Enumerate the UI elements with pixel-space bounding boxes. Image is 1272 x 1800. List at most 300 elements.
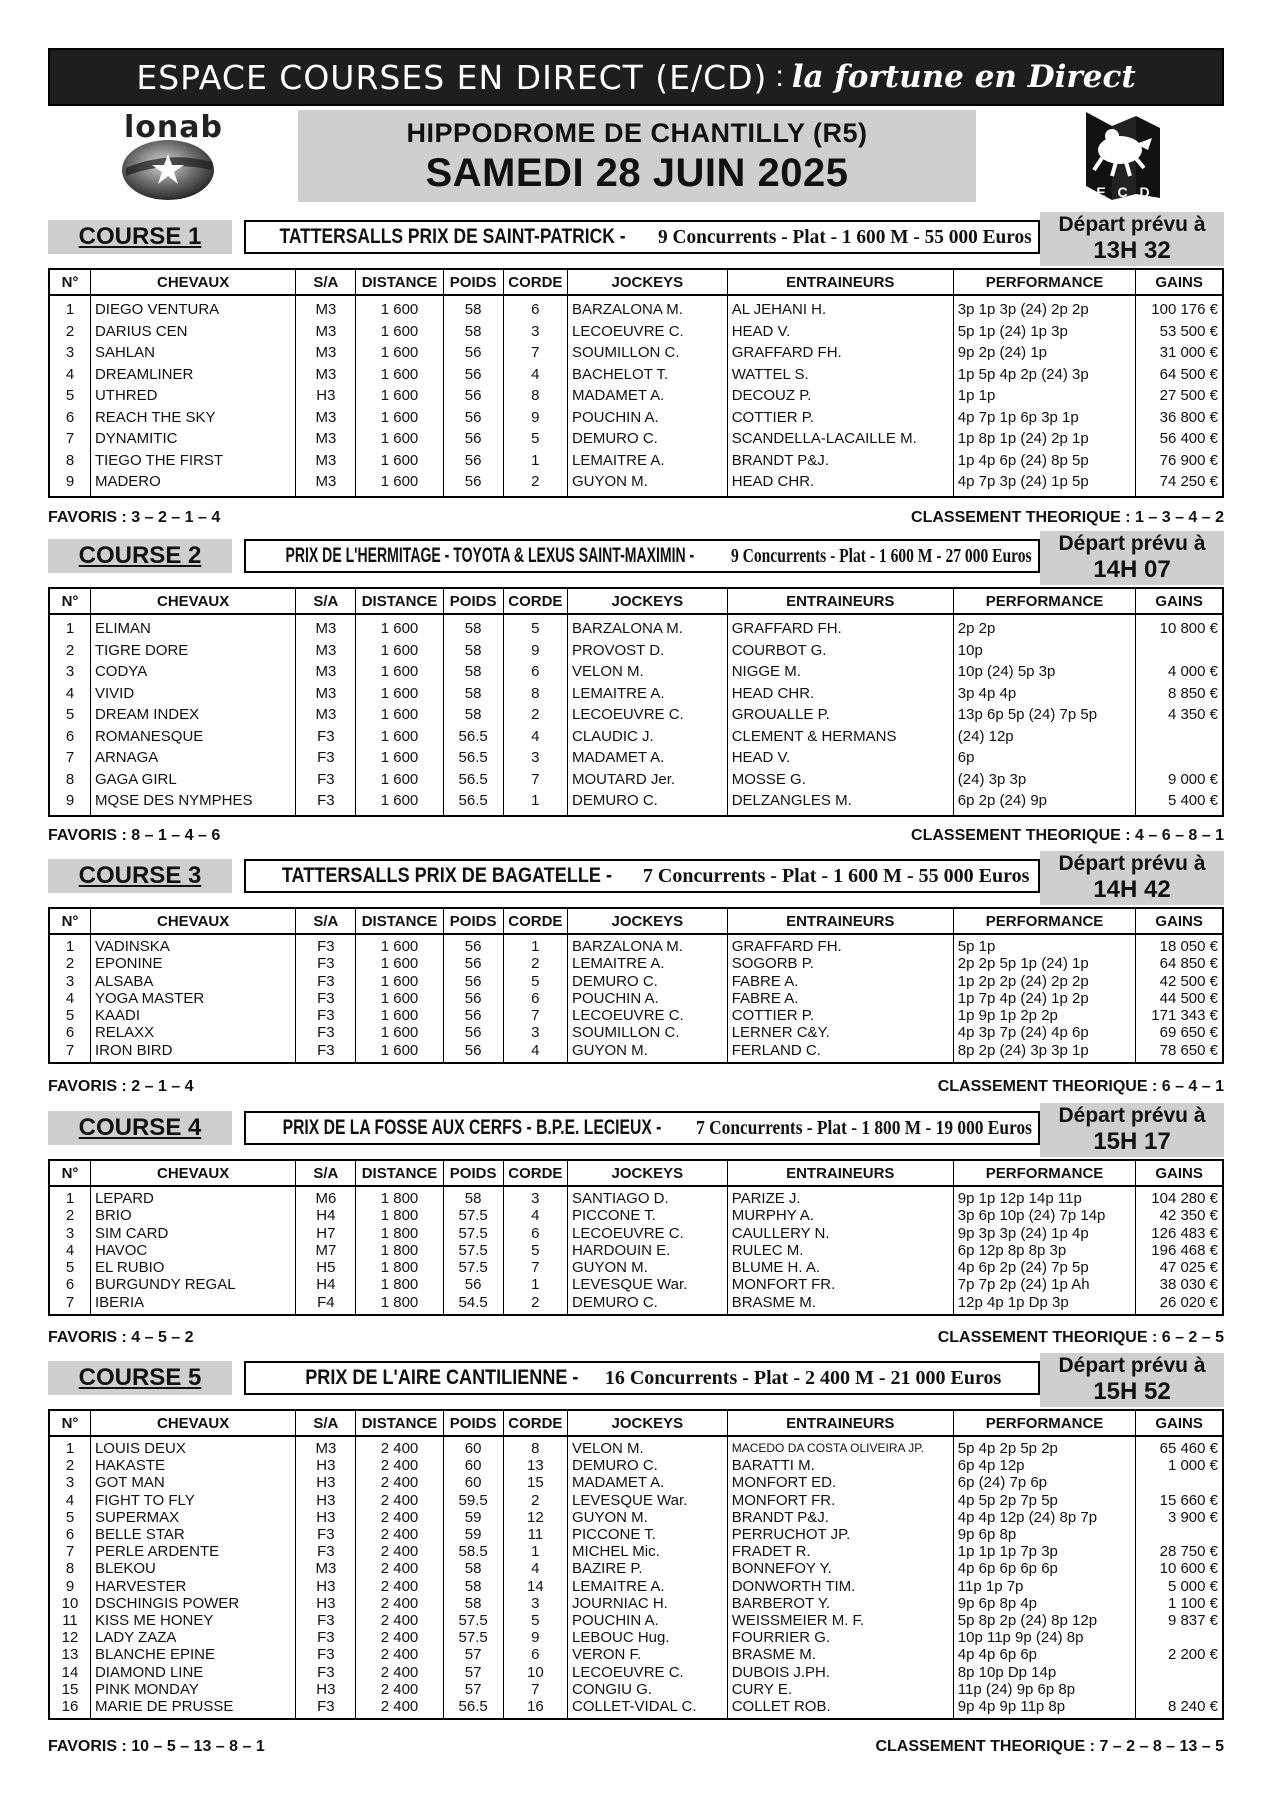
cell-corde: 12	[503, 1509, 567, 1526]
cell-distance: 1 600	[356, 769, 443, 791]
cell-horse: MQSE DES NYMPHES	[90, 790, 295, 816]
cell-sa: F3	[296, 955, 356, 972]
cell-poids: 57.5	[443, 1225, 503, 1242]
cell-gains: 38 030 €	[1136, 1276, 1223, 1293]
cell-poids: 58.5	[443, 1543, 503, 1560]
banner	[48, 48, 1224, 106]
cell-sa: H4	[296, 1207, 356, 1224]
cell-horse: DREAM INDEX	[90, 704, 295, 726]
depart-label: Départ prévu à	[1058, 852, 1206, 875]
runners-table	[48, 268, 1224, 498]
cell-corde: 5	[503, 973, 567, 990]
cell-trainer: BLUME H. A.	[727, 1259, 953, 1276]
column-header-jockey: JOCKEYS	[568, 1410, 728, 1436]
cell-horse: DIAMOND LINE	[90, 1664, 295, 1681]
cell-distance: 2 400	[356, 1543, 443, 1560]
table-row	[49, 1007, 1223, 1024]
cell-performance: 5p 1p	[953, 934, 1136, 955]
cell-sa: F3	[296, 1664, 356, 1681]
cell-jockey: CLAUDIC J.	[568, 726, 728, 748]
cell-performance: 1p 8p 1p (24) 2p 1p	[953, 428, 1136, 450]
course-label	[48, 220, 232, 254]
cell-trainer: FABRE A.	[727, 990, 953, 1007]
cell-distance: 1 800	[356, 1225, 443, 1242]
cell-corde: 9	[503, 407, 567, 429]
cell-sa: F4	[296, 1294, 356, 1315]
cell-jockey: MADAMET A.	[568, 1474, 728, 1491]
cell-jockey: LEVESQUE War.	[568, 1492, 728, 1509]
cell-poids: 60	[443, 1457, 503, 1474]
cell-horse: UTHRED	[90, 385, 295, 407]
cell-performance: 4p 7p 3p (24) 1p 5p	[953, 471, 1136, 497]
cell-distance: 1 600	[356, 385, 443, 407]
cell-trainer: MONFORT FR.	[727, 1492, 953, 1509]
cell-performance: 8p 2p (24) 3p 3p 1p	[953, 1042, 1136, 1063]
column-header-num: N°	[49, 269, 90, 295]
cell-poids: 58	[443, 704, 503, 726]
cell-trainer: BARATTI M.	[727, 1457, 953, 1474]
cell-gains	[1136, 1474, 1223, 1491]
cell-gains: 18 050 €	[1136, 934, 1223, 955]
race-title-box	[244, 539, 1040, 573]
race-name: PRIX DE LA FOSSE AUX CERFS - B.P.E. LECIEUX -	[282, 1116, 662, 1139]
cell-jockey: JOURNIAC H.	[568, 1595, 728, 1612]
classement-theorique: CLASSEMENT THEORIQUE : 4 – 6 – 8 – 1	[911, 827, 1224, 844]
cell-performance: 10p 11p 9p (24) 8p	[953, 1629, 1136, 1646]
cell-poids: 58	[443, 661, 503, 683]
table-row	[49, 1578, 1223, 1595]
cell-distance: 1 600	[356, 450, 443, 472]
cell-jockey: GUYON M.	[568, 471, 728, 497]
table-row	[49, 934, 1223, 955]
cell-horse: DSCHINGIS POWER	[90, 1595, 295, 1612]
cell-trainer: DELZANGLES M.	[727, 790, 953, 816]
cell-num: 7	[49, 1543, 90, 1560]
course-label	[48, 1361, 232, 1395]
cell-performance: 6p 2p (24) 9p	[953, 790, 1136, 816]
cell-poids: 58	[443, 640, 503, 662]
cell-distance: 1 800	[356, 1242, 443, 1259]
cell-corde: 8	[503, 683, 567, 705]
cell-corde: 2	[503, 1294, 567, 1315]
cell-corde: 5	[503, 428, 567, 450]
cell-trainer: GRAFFARD FH.	[727, 342, 953, 364]
cell-gains: 53 500 €	[1136, 321, 1223, 343]
column-header-poids: POIDS	[443, 908, 503, 934]
cell-gains: 76 900 €	[1136, 450, 1223, 472]
column-header-horse: CHEVAUX	[90, 1160, 295, 1186]
course-label-text: COURSE 2	[78, 542, 202, 569]
cell-trainer: AL JEHANI H.	[727, 295, 953, 321]
cell-distance: 1 600	[356, 934, 443, 955]
table-row	[49, 1612, 1223, 1629]
cell-trainer: GRAFFARD FH.	[727, 934, 953, 955]
depart-box	[1040, 531, 1224, 585]
cell-gains: 2 200 €	[1136, 1646, 1223, 1663]
cell-horse: TIEGO THE FIRST	[90, 450, 295, 472]
table-row	[49, 1595, 1223, 1612]
cell-num: 2	[49, 1457, 90, 1474]
cell-trainer: GROUALLE P.	[727, 704, 953, 726]
cell-poids: 56	[443, 955, 503, 972]
cell-distance: 1 800	[356, 1294, 443, 1315]
cell-performance: 4p 3p 7p (24) 4p 6p	[953, 1024, 1136, 1041]
cell-jockey: BARZALONA M.	[568, 295, 728, 321]
cell-jockey: BARZALONA M.	[568, 614, 728, 640]
cell-gains: 4 000 €	[1136, 661, 1223, 683]
cell-trainer: DONWORTH TIM.	[727, 1578, 953, 1595]
cell-gains: 4 350 €	[1136, 704, 1223, 726]
cell-horse: RELAXX	[90, 1024, 295, 1041]
cell-distance: 1 600	[356, 295, 443, 321]
ecd-logo-text: E C D	[1096, 184, 1154, 200]
cell-gains: 171 343 €	[1136, 1007, 1223, 1024]
cell-performance: (24) 12p	[953, 726, 1136, 748]
cell-num: 1	[49, 295, 90, 321]
cell-corde: 2	[503, 1492, 567, 1509]
cell-sa: F3	[296, 1612, 356, 1629]
cell-distance: 2 400	[356, 1560, 443, 1577]
table-row	[49, 1186, 1223, 1207]
classement-theorique: CLASSEMENT THEORIQUE : 6 – 2 – 5	[937, 1329, 1224, 1346]
cell-sa: M3	[296, 450, 356, 472]
cell-num: 3	[49, 1474, 90, 1491]
cell-performance: 6p 12p 8p 8p 3p	[953, 1242, 1136, 1259]
cell-num: 9	[49, 790, 90, 816]
cell-horse: LEPARD	[90, 1186, 295, 1207]
table-row	[49, 1698, 1223, 1719]
cell-trainer: COTTIER P.	[727, 407, 953, 429]
cell-poids: 58	[443, 683, 503, 705]
table-row	[49, 726, 1223, 748]
cell-horse: EL RUBIO	[90, 1259, 295, 1276]
cell-sa: F3	[296, 1629, 356, 1646]
cell-performance: 11p (24) 9p 6p 8p	[953, 1681, 1136, 1698]
cell-trainer: DECOUZ P.	[727, 385, 953, 407]
cell-poids: 56	[443, 385, 503, 407]
cell-horse: TIGRE DORE	[90, 640, 295, 662]
cell-jockey: GUYON M.	[568, 1042, 728, 1063]
column-header-gains: GAINS	[1136, 269, 1223, 295]
cell-jockey: BAZIRE P.	[568, 1560, 728, 1577]
cell-trainer: MOSSE G.	[727, 769, 953, 791]
cell-performance: 9p 1p 12p 14p 11p	[953, 1186, 1136, 1207]
table-row	[49, 1276, 1223, 1293]
cell-jockey: DEMURO C.	[568, 428, 728, 450]
cell-trainer: FABRE A.	[727, 973, 953, 990]
cell-num: 5	[49, 385, 90, 407]
cell-gains	[1136, 1629, 1223, 1646]
cell-trainer: BARBEROT Y.	[727, 1595, 953, 1612]
cell-corde: 16	[503, 1698, 567, 1719]
cell-trainer: FRADET R.	[727, 1543, 953, 1560]
cell-performance: 7p 7p 2p (24) 1p Ah	[953, 1276, 1136, 1293]
cell-distance: 2 400	[356, 1436, 443, 1457]
cell-horse: LOUIS DEUX	[90, 1436, 295, 1457]
cell-sa: H3	[296, 1492, 356, 1509]
race-details: 7 Concurrents - Plat - 1 800 M - 19 000 Euros	[696, 1117, 1033, 1139]
cell-num: 3	[49, 342, 90, 364]
cell-poids: 60	[443, 1436, 503, 1457]
cell-trainer: MACEDO DA COSTA OLIVEIRA JP.	[727, 1436, 953, 1457]
cell-horse: LADY ZAZA	[90, 1629, 295, 1646]
column-header-poids: POIDS	[443, 1160, 503, 1186]
cell-corde: 4	[503, 1042, 567, 1063]
cell-corde: 14	[503, 1578, 567, 1595]
cell-corde: 4	[503, 726, 567, 748]
cell-gains: 64 500 €	[1136, 364, 1223, 386]
cell-distance: 1 600	[356, 471, 443, 497]
table-row	[49, 471, 1223, 497]
cell-gains: 1 000 €	[1136, 1457, 1223, 1474]
cell-distance: 2 400	[356, 1664, 443, 1681]
race-name: PRIX DE L'AIRE CANTILIENNE -	[304, 1366, 579, 1389]
cell-gains: 26 020 €	[1136, 1294, 1223, 1315]
column-header-corde: CORDE	[503, 588, 567, 614]
cell-corde: 1	[503, 1543, 567, 1560]
cell-sa: H3	[296, 385, 356, 407]
cell-horse: ARNAGA	[90, 747, 295, 769]
cell-horse: REACH THE SKY	[90, 407, 295, 429]
table-row	[49, 1294, 1223, 1315]
favoris: FAVORIS : 3 – 2 – 1 – 4	[48, 509, 221, 526]
cell-corde: 7	[503, 1259, 567, 1276]
cell-jockey: DEMURO C.	[568, 790, 728, 816]
depart-box	[1040, 1103, 1224, 1157]
cell-num: 16	[49, 1698, 90, 1719]
cell-performance: 4p 4p 12p (24) 8p 7p	[953, 1509, 1136, 1526]
race-title-box	[244, 859, 1040, 893]
cell-num: 5	[49, 704, 90, 726]
cell-poids: 58	[443, 1595, 503, 1612]
cell-gains: 27 500 €	[1136, 385, 1223, 407]
table-row	[49, 385, 1223, 407]
cell-trainer: WATTEL S.	[727, 364, 953, 386]
table-row	[49, 1492, 1223, 1509]
cell-num: 7	[49, 1042, 90, 1063]
cell-trainer: BONNEFOY Y.	[727, 1560, 953, 1577]
cell-sa: H5	[296, 1259, 356, 1276]
cell-horse: BRIO	[90, 1207, 295, 1224]
cell-corde: 5	[503, 614, 567, 640]
table-row	[49, 342, 1223, 364]
depart-time: 13H 32	[1093, 237, 1171, 264]
cell-jockey: POUCHIN A.	[568, 990, 728, 1007]
cell-poids: 58	[443, 1578, 503, 1595]
cell-horse: DARIUS CEN	[90, 321, 295, 343]
cell-sa: H3	[296, 1578, 356, 1595]
course-label-text: COURSE 3	[78, 862, 202, 889]
table-row	[49, 364, 1223, 386]
cell-sa: F3	[296, 1543, 356, 1560]
cell-num: 4	[49, 364, 90, 386]
cell-distance: 1 600	[356, 790, 443, 816]
cell-trainer: FERLAND C.	[727, 1042, 953, 1063]
cell-jockey: BARZALONA M.	[568, 934, 728, 955]
cell-gains	[1136, 1526, 1223, 1543]
table-row	[49, 1629, 1223, 1646]
table-row	[49, 450, 1223, 472]
cell-poids: 57.5	[443, 1242, 503, 1259]
cell-jockey: LEMAITRE A.	[568, 450, 728, 472]
cell-horse: FIGHT TO FLY	[90, 1492, 295, 1509]
cell-jockey: GUYON M.	[568, 1259, 728, 1276]
cell-sa: F3	[296, 1007, 356, 1024]
column-header-corde: CORDE	[503, 908, 567, 934]
cell-gains	[1136, 640, 1223, 662]
race-name: TATTERSALLS PRIX DE BAGATELLE -	[281, 864, 612, 887]
column-header-distance: DISTANCE	[356, 588, 443, 614]
cell-horse: BELLE STAR	[90, 1526, 295, 1543]
cell-horse: PINK MONDAY	[90, 1681, 295, 1698]
column-header-corde: CORDE	[503, 269, 567, 295]
cell-gains: 1 100 €	[1136, 1595, 1223, 1612]
column-header-performance: PERFORMANCE	[953, 588, 1136, 614]
cell-num: 3	[49, 973, 90, 990]
cell-trainer: BRANDT P&J.	[727, 450, 953, 472]
column-header-gains: GAINS	[1136, 1160, 1223, 1186]
depart-label: Départ prévu à	[1058, 532, 1206, 555]
cell-performance: 10p	[953, 640, 1136, 662]
column-header-sa: S/A	[296, 588, 356, 614]
cell-poids: 54.5	[443, 1294, 503, 1315]
cell-corde: 3	[503, 747, 567, 769]
cell-num: 1	[49, 1436, 90, 1457]
race-details: 9 Concurrents - Plat - 1 600 M - 27 000 Euros	[731, 545, 1032, 567]
cell-jockey: PICCONE T.	[568, 1207, 728, 1224]
cell-gains: 69 650 €	[1136, 1024, 1223, 1041]
course-label-text: COURSE 1	[78, 223, 202, 250]
column-header-sa: S/A	[296, 1410, 356, 1436]
cell-horse: GOT MAN	[90, 1474, 295, 1491]
cell-poids: 58	[443, 1560, 503, 1577]
cell-gains	[1136, 1664, 1223, 1681]
table-row	[49, 683, 1223, 705]
cell-sa: M3	[296, 471, 356, 497]
cell-gains: 31 000 €	[1136, 342, 1223, 364]
header-title-box	[298, 110, 976, 202]
cell-num: 2	[49, 1207, 90, 1224]
cell-corde: 15	[503, 1474, 567, 1491]
cell-performance: 12p 4p 1p Dp 3p	[953, 1294, 1136, 1315]
cell-performance: 4p 4p 6p 6p	[953, 1646, 1136, 1663]
cell-corde: 6	[503, 990, 567, 1007]
cell-num: 2	[49, 321, 90, 343]
race-title-box	[244, 220, 1040, 254]
cell-poids: 58	[443, 295, 503, 321]
cell-trainer: SOGORB P.	[727, 955, 953, 972]
banner-title: ESPACE COURSES EN DIRECT (E/CD)	[136, 57, 768, 97]
cell-corde: 7	[503, 342, 567, 364]
depart-label: Départ prévu à	[1058, 1354, 1206, 1377]
column-header-gains: GAINS	[1136, 1410, 1223, 1436]
cell-poids: 56	[443, 428, 503, 450]
cell-performance: 10p (24) 5p 3p	[953, 661, 1136, 683]
cell-poids: 58	[443, 321, 503, 343]
cell-num: 14	[49, 1664, 90, 1681]
cell-trainer: COTTIER P.	[727, 1007, 953, 1024]
cell-sa: M3	[296, 1436, 356, 1457]
cell-jockey: LECOEUVRE C.	[568, 704, 728, 726]
cell-trainer: LERNER C&Y.	[727, 1024, 953, 1041]
cell-gains: 78 650 €	[1136, 1042, 1223, 1063]
cell-sa: H4	[296, 1276, 356, 1293]
course-label	[48, 859, 232, 893]
cell-performance: 6p 4p 12p	[953, 1457, 1136, 1474]
cell-poids: 60	[443, 1474, 503, 1491]
column-header-corde: CORDE	[503, 1410, 567, 1436]
cell-jockey: DEMURO C.	[568, 973, 728, 990]
cell-num: 3	[49, 661, 90, 683]
course-label	[48, 1111, 232, 1145]
cell-distance: 1 600	[356, 428, 443, 450]
cell-sa: F3	[296, 934, 356, 955]
cell-trainer: MURPHY A.	[727, 1207, 953, 1224]
depart-label: Départ prévu à	[1058, 1104, 1206, 1127]
cell-trainer: CURY E.	[727, 1681, 953, 1698]
cell-trainer: CLEMENT & HERMANS	[727, 726, 953, 748]
cell-distance: 2 400	[356, 1681, 443, 1698]
runners-table	[48, 587, 1224, 817]
cell-num: 1	[49, 1186, 90, 1207]
cell-performance: 1p 2p 2p (24) 2p 2p	[953, 973, 1136, 990]
cell-corde: 4	[503, 1207, 567, 1224]
cell-performance: 3p 4p 4p	[953, 683, 1136, 705]
cell-performance: 9p 4p 9p 11p 8p	[953, 1698, 1136, 1719]
cell-poids: 58	[443, 614, 503, 640]
cell-corde: 5	[503, 1612, 567, 1629]
cell-distance: 1 600	[356, 321, 443, 343]
table-row	[49, 1681, 1223, 1698]
depart-time: 14H 42	[1093, 876, 1171, 903]
cell-poids: 56.5	[443, 1698, 503, 1719]
cell-jockey: LECOEUVRE C.	[568, 1664, 728, 1681]
cell-jockey: LECOEUVRE C.	[568, 321, 728, 343]
cell-distance: 1 800	[356, 1259, 443, 1276]
cell-gains: 9 000 €	[1136, 769, 1223, 791]
cell-corde: 3	[503, 321, 567, 343]
venue-title: HIPPODROME DE CHANTILLY (R5)	[406, 118, 868, 148]
column-header-horse: CHEVAUX	[90, 588, 295, 614]
cell-gains: 8 240 €	[1136, 1698, 1223, 1719]
cell-performance: 11p 1p 7p	[953, 1578, 1136, 1595]
cell-distance: 1 600	[356, 990, 443, 1007]
cell-horse: MADERO	[90, 471, 295, 497]
cell-distance: 1 600	[356, 955, 443, 972]
cell-num: 8	[49, 1560, 90, 1577]
cell-num: 2	[49, 640, 90, 662]
table-row	[49, 1259, 1223, 1276]
cell-gains: 56 400 €	[1136, 428, 1223, 450]
cell-trainer: FOURRIER G.	[727, 1629, 953, 1646]
cell-gains	[1136, 726, 1223, 748]
cell-performance: 1p 9p 1p 2p 2p	[953, 1007, 1136, 1024]
cell-jockey: PROVOST D.	[568, 640, 728, 662]
cell-jockey: BACHELOT T.	[568, 364, 728, 386]
cell-jockey: SANTIAGO D.	[568, 1186, 728, 1207]
cell-corde: 2	[503, 471, 567, 497]
cell-jockey: MOUTARD Jer.	[568, 769, 728, 791]
cell-performance: 1p 5p 4p 2p (24) 3p	[953, 364, 1136, 386]
cell-jockey: PICCONE T.	[568, 1526, 728, 1543]
cell-horse: CODYA	[90, 661, 295, 683]
cell-performance: 4p 6p 2p (24) 7p 5p	[953, 1259, 1136, 1276]
cell-jockey: COLLET-VIDAL C.	[568, 1698, 728, 1719]
cell-corde: 3	[503, 1595, 567, 1612]
cell-corde: 3	[503, 1024, 567, 1041]
cell-corde: 8	[503, 1436, 567, 1457]
column-header-num: N°	[49, 1410, 90, 1436]
